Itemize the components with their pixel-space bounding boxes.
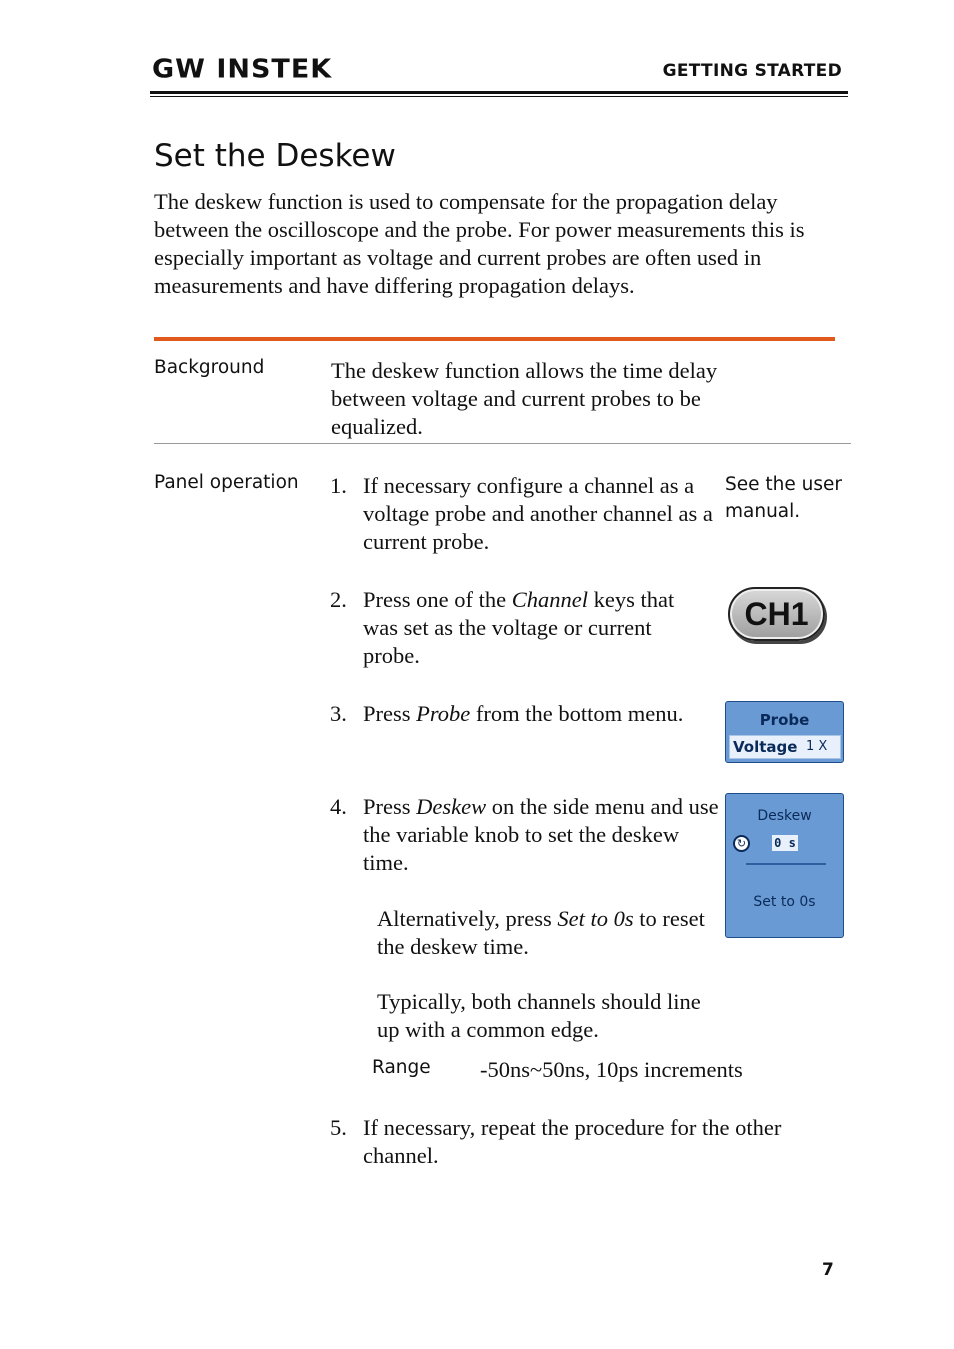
- step-4-text: Press Deskew on the side menu and use the variable knob to set the deskew time.: [363, 794, 719, 875]
- step-1-text: If necessary configure a channel as a voltage probe and another channel as a current probe.: [363, 473, 713, 554]
- panel-operation-label: Panel operation: [154, 472, 299, 493]
- range-label: Range: [372, 1057, 431, 1078]
- page-title: Set the Deskew: [154, 138, 396, 174]
- background-text: The deskew function allows the time delay between voltage and current probes to be equalized.: [331, 358, 718, 439]
- probe-mode: Voltage: [733, 738, 798, 756]
- section-divider: [154, 337, 835, 341]
- deskew-menu-title: Deskew: [757, 808, 812, 824]
- probe-factor: 1 X: [806, 739, 828, 754]
- deskew-value: 0 s: [772, 835, 798, 851]
- gw-instek-logo: GW INSTEK: [152, 54, 333, 85]
- typical-text: Typically, both channels should line up with a common edge.: [377, 989, 701, 1042]
- header-rule-thin: [150, 96, 848, 97]
- step-number: 2.: [330, 587, 347, 612]
- menu-divider: [746, 863, 826, 865]
- variable-knob-icon: ↻: [733, 835, 750, 852]
- probe-menu-title: Probe: [759, 711, 810, 729]
- section-title: GETTING STARTED: [662, 61, 842, 81]
- step-2-text: Press one of the Channel keys that was set as the voltage or current probe.: [363, 587, 675, 668]
- ch1-key[interactable]: CH1: [728, 587, 825, 641]
- probe-menu-value: [729, 735, 841, 759]
- step-number: 4.: [330, 794, 347, 819]
- page-number: 7: [822, 1260, 834, 1280]
- step-1-note: See the user manual.: [725, 474, 842, 522]
- step-number: 5.: [330, 1115, 347, 1140]
- step-3-text: Press Probe from the bottom menu.: [363, 701, 684, 726]
- row-divider: [154, 443, 851, 444]
- background-label: Background: [154, 357, 265, 378]
- step-number: 3.: [330, 701, 347, 726]
- step-number: 1.: [330, 473, 347, 498]
- header-rule: [150, 91, 848, 94]
- deskew-menu-button[interactable]: [725, 793, 844, 938]
- intro-paragraph: The deskew function is used to compensate for the propagation delay between the oscilloscope and the probe. For power measurements this is especially important as voltage and current probes are often used in measurements and have differing propagation delays.: [154, 189, 805, 298]
- probe-menu-button[interactable]: [725, 701, 844, 763]
- set-to-0s-label: Set to 0s: [753, 894, 816, 910]
- alternative-text: Alternatively, press Set to 0s to reset the deskew time.: [377, 906, 705, 959]
- step-5-text: If necessary, repeat the procedure for the other channel.: [363, 1115, 782, 1168]
- range-value: -50ns~50ns, 10ps increments: [480, 1057, 743, 1082]
